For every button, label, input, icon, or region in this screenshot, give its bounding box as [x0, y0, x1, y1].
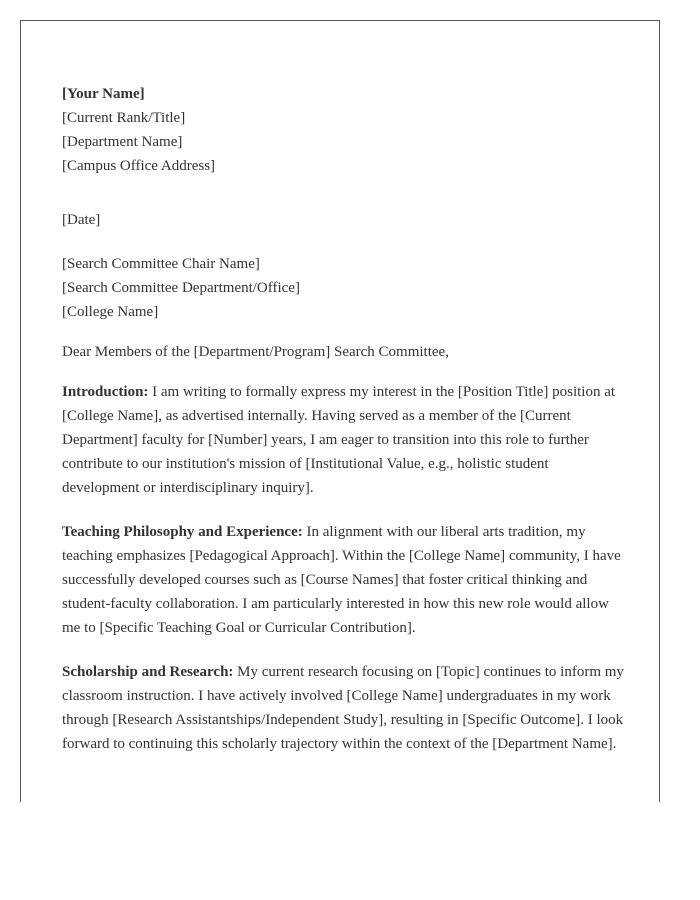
- section-text: In alignment with our liberal arts tradition, my teaching emphasizes [Pedagogical Approach]. Within the [College Name] community, I have successfully developed courses such as [Course Names] that foster critical thinking and student-faculty collaboration. I am particularly interested in how this new role would allow me to [Specific Teaching Goal or Curricular Contribution].: [62, 524, 621, 636]
- sender-department: [Department Name]: [62, 134, 183, 150]
- spacer: [62, 500, 627, 520]
- recipient-chair: [Search Committee Chair Name]: [62, 256, 260, 272]
- recipient-office: [Search Committee Department/Office]: [62, 280, 300, 296]
- letter-date: [Date]: [62, 212, 101, 228]
- section-text: My current research focusing on [Topic] continues to inform my classroom instruction. I have actively involved [College Name] undergraduates in my work through [Research Assistantships/Independent Study], resulting in [Specific Outcome]. I look forward to continuing this scholarly trajectory within the context of the [Department Name].: [62, 664, 624, 752]
- recipient-block: [62, 252, 627, 324]
- sender-rank: [Current Rank/Title]: [62, 110, 186, 126]
- sender-address: [Campus Office Address]: [62, 158, 216, 174]
- sender-block: [62, 82, 627, 178]
- section-label: Teaching Philosophy and Experience:: [62, 524, 303, 540]
- section-scholarship: [62, 660, 627, 756]
- spacer: [62, 324, 627, 340]
- sender-name: [Your Name]: [62, 86, 145, 102]
- section-label: Scholarship and Research:: [62, 664, 234, 680]
- salutation: Dear Members of the [Department/Program] Search Committee,: [62, 344, 449, 360]
- letter-content: [62, 82, 627, 756]
- spacer: [62, 364, 627, 380]
- spacer: [62, 232, 627, 252]
- section-introduction: [62, 380, 627, 500]
- spacer: [62, 640, 627, 660]
- recipient-college: [College Name]: [62, 304, 159, 320]
- section-label: Introduction:: [62, 384, 149, 400]
- section-text: I am writing to formally express my interest in the [Position Title] position at [College Name], as advertised internally. Having served as a member of the [Current Department] faculty for [Number] years, I am eager to transition into this role to further contribute to our institution's mission of [Institutional Value, e.g., holistic student development or interdisciplinary inquiry].: [62, 384, 616, 496]
- letter-page: [20, 20, 660, 802]
- section-teaching: [62, 520, 627, 640]
- spacer: [62, 178, 627, 208]
